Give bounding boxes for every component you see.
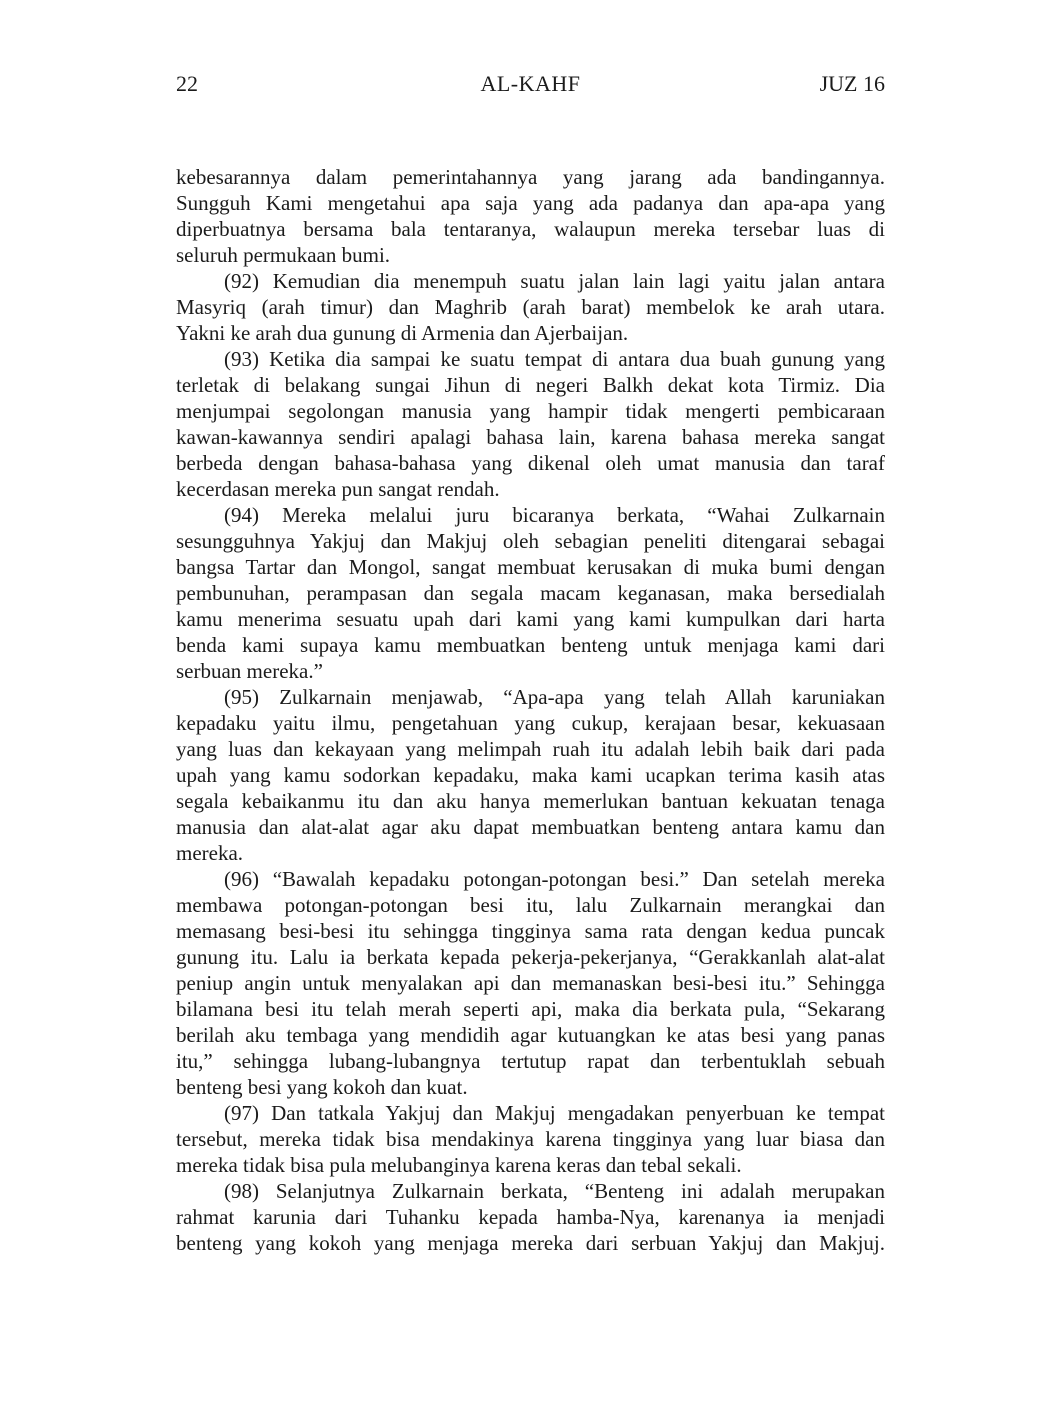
text-line: tersebut, mereka tidak bisa mendakinya karena tingginya yang luar biasa dan [176, 1127, 885, 1151]
text-line: benda kami supaya kamu membuatkan benteng untuk menjaga kami dari [176, 633, 885, 657]
paragraph [176, 1100, 885, 1178]
text-line: kawan-kawannya sendiri apalagi bahasa lain, karena bahasa mereka sangat [176, 425, 885, 449]
text-line: benteng yang kokoh yang menjaga mereka dari serbuan Yakjuj dan Makjuj. [176, 1231, 885, 1255]
text-line: mereka tidak bisa pula melubanginya karena keras dan tebal sekali. [176, 1153, 742, 1177]
text-line: bilamana besi itu telah merah seperti api, maka dia berkata pula, “Sekarang [176, 997, 885, 1021]
text-line: berbeda dengan bahasa-bahasa yang dikenal oleh umat manusia dan taraf [176, 451, 885, 475]
text-line: memasang besi-besi itu sehingga tingginya sama rata dengan kedua puncak [176, 919, 885, 943]
text-line: (94) Mereka melalui juru bicaranya berkata, “Wahai Zulkarnain [224, 503, 885, 527]
text-line: itu,” sehingga lubang-lubangnya tertutup rapat dan terbentuklah sebuah [176, 1049, 885, 1073]
text-line: benteng besi yang kokoh dan kuat. [176, 1075, 468, 1099]
page-header [176, 72, 885, 96]
page-body [176, 164, 885, 1256]
text-line: seluruh permukaan bumi. [176, 243, 391, 267]
paragraph [176, 164, 885, 268]
paragraph [176, 346, 885, 502]
text-line: serbuan mereka.” [176, 659, 323, 683]
text-line: Masyriq (arah timur) dan Maghrib (arah barat) membelok ke arah utara. [176, 295, 885, 319]
text-line: menjumpai segolongan manusia yang hampir tidak mengerti pembicaraan [176, 399, 885, 423]
text-line: Sungguh Kami mengetahui apa saja yang ada padanya dan apa-apa yang [176, 191, 885, 215]
text-line: (97) Dan tatkala Yakjuj dan Makjuj mengadakan penyerbuan ke tempat [224, 1101, 885, 1125]
text-line: (93) Ketika dia sampai ke suatu tempat di antara dua buah gunung yang [224, 347, 885, 371]
text-line: kamu menerima sesuatu upah dari kami yang kami kumpulkan dari harta [176, 607, 885, 631]
paragraph [176, 684, 885, 866]
text-line: (96) “Bawalah kepadaku potongan-potongan besi.” Dan setelah mereka [224, 867, 885, 891]
text-line: kebesarannya dalam pemerintahannya yang jarang ada bandingannya. [176, 165, 885, 189]
text-line: pembunuhan, perampasan dan segala macam keganasan, maka bersedialah [176, 581, 885, 605]
paragraph [176, 1178, 885, 1256]
paragraph [176, 866, 885, 1100]
text-line: yang luas dan kekayaan yang melimpah ruah itu adalah lebih baik dari pada [176, 737, 885, 761]
text-line: kepadaku yaitu ilmu, pengetahuan yang cukup, kerajaan besar, kekuasaan [176, 711, 885, 735]
text-line: manusia dan alat-alat agar aku dapat membuatkan benteng antara kamu dan [176, 815, 885, 839]
text-line: terletak di belakang sungai Jihun di negeri Balkh dekat kota Tirmiz. Dia [176, 373, 885, 397]
paragraph [176, 502, 885, 684]
text-line: (92) Kemudian dia menempuh suatu jalan lain lagi yaitu jalan antara [224, 269, 885, 293]
page-number: 22 [176, 71, 198, 96]
text-line: peniup angin untuk menyalakan api dan memanaskan besi-besi itu.” Sehingga [176, 971, 885, 995]
text-line: (95) Zulkarnain menjawab, “Apa-apa yang telah Allah karuniakan [224, 685, 885, 709]
text-line: rahmat karunia dari Tuhanku kepada hamba-Nya, karenanya ia menjadi [176, 1205, 885, 1229]
text-line: (98) Selanjutnya Zulkarnain berkata, “Benteng ini adalah merupakan [224, 1179, 885, 1203]
surah-title: AL-KAHF [480, 71, 581, 96]
text-line: kecerdasan mereka pun sangat rendah. [176, 477, 500, 501]
text-line: bangsa Tartar dan Mongol, sangat membuat kerusakan di muka bumi dengan [176, 555, 885, 579]
text-line: diperbuatnya bersama bala tentaranya, walaupun mereka tersebar luas di [176, 217, 885, 241]
text-line: mereka. [176, 841, 244, 865]
text-line: upah yang kamu sodorkan kepadaku, maka kami ucapkan terima kasih atas [176, 763, 885, 787]
text-line: gunung itu. Lalu ia berkata kepada pekerja-pekerjanya, “Gerakkanlah alat-alat [176, 945, 885, 969]
text-line: segala kebaikanmu itu dan aku hanya memerlukan bantuan kekuatan tenaga [176, 789, 885, 813]
juz-label: JUZ 16 [819, 71, 885, 96]
text-line: berilah aku tembaga yang mendidih agar kutuangkan ke atas besi yang panas [176, 1023, 885, 1047]
text-line: Yakni ke arah dua gunung di Armenia dan Ajerbaijan. [176, 321, 629, 345]
text-line: membawa potongan-potongan besi itu, lalu Zulkarnain merangkai dan [176, 893, 885, 917]
paragraph [176, 268, 885, 346]
text-line: sesungguhnya Yakjuj dan Makjuj oleh sebagian peneliti ditengarai sebagai [176, 529, 885, 553]
